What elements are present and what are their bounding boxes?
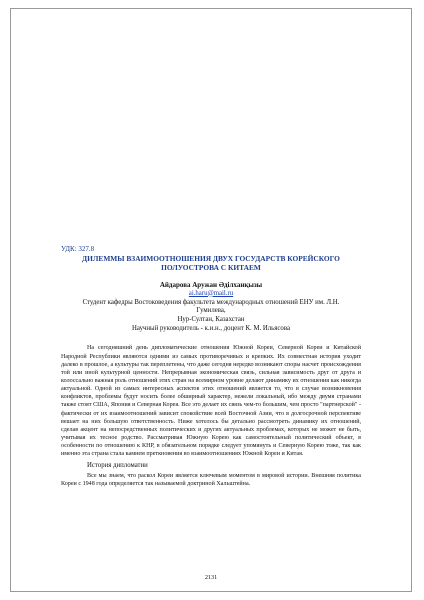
section-heading: История дипломатии: [87, 461, 148, 469]
document-page: [10, 8, 412, 592]
article-title: ДИЛЕММЫ ВЗАИМООТНОШЕНИЯ ДВУХ ГОСУДАРСТВ КОРЕЙСКОГО ПОЛУОСТРОВА С КИТАЕМ: [82, 254, 340, 273]
author-email-link[interactable]: ai.haru@mail.ru: [188, 289, 234, 297]
page-content: [61, 245, 361, 488]
author-email-line: [61, 290, 361, 297]
affiliation-line-1: Студент кафедры Востоковедения факультета международных отношений ЕНУ им. Л.Н.: [82, 298, 340, 306]
body-paragraph: Все мы знаем, что раскол Кореи является ключевым моментом в мировой истории. Внешняя политика Кореи с 1948 года определяется так называемой доктриной Хальштейна.: [61, 472, 361, 487]
page-number: 2131: [204, 574, 218, 581]
udc-code: УДК: 327.8: [61, 245, 95, 253]
affiliation-line-3: Нур-Султан, Казахстан: [177, 316, 245, 324]
author-name: Айдарова Аружан Әділханқызы: [159, 280, 263, 289]
introduction-paragraph: На сегодняшний день дипломатические отношения Южной Кореи, Северной Кореи и Китайской Народной Республики являются одними из самых противоречивых и крепких. Их совместная история уходит далеко в прошлое, а культуры так переплетены, что даже сегодня нередко возникают споры насчет происхождения той или иной культурной ценности. Непрерывная экономическая связь, сильная зависимость друг от друга и колоссально важная роль отношений этих стран на всемирном уровне делают динамику их отношения как никогда актуальной. Одной из самых интересных аспектов этих отношений является то, что в случае возникновения конфликтов, проблемы будут носить более обширный характер, нежели локальный, ибо между двумя странами также стоят США, Япония и Северная Корея. Все это делает их связь чем-то большим, чем просто "партнерской" - фактически от их взаимоотношений зависит спокойствие всей Восточной Азии, что в долгосрочной перспективе вешает на них большую ответственность. Ниже хотелось бы детально рассмотреть динамику их отношений, сделав акцент на непосредственных политических и других актуальных проблемах, которых не может не быть, учитывая их тесное родство. Рассматривая Южную Корею как самостоятельный политический объект, в особенности по отношению к КНР, в обязательном порядке следует упомянуть и Северную Корею тоже, так как именно эта страна стала камнем преткновения во взаимоотношениях Южной Кореи и Китая.: [61, 345, 361, 458]
affiliation-line-2: Гумилева,: [196, 307, 226, 315]
supervisor-line: Научный руководитель - к.и.н., доцент К. М. Ильясова: [132, 325, 290, 333]
